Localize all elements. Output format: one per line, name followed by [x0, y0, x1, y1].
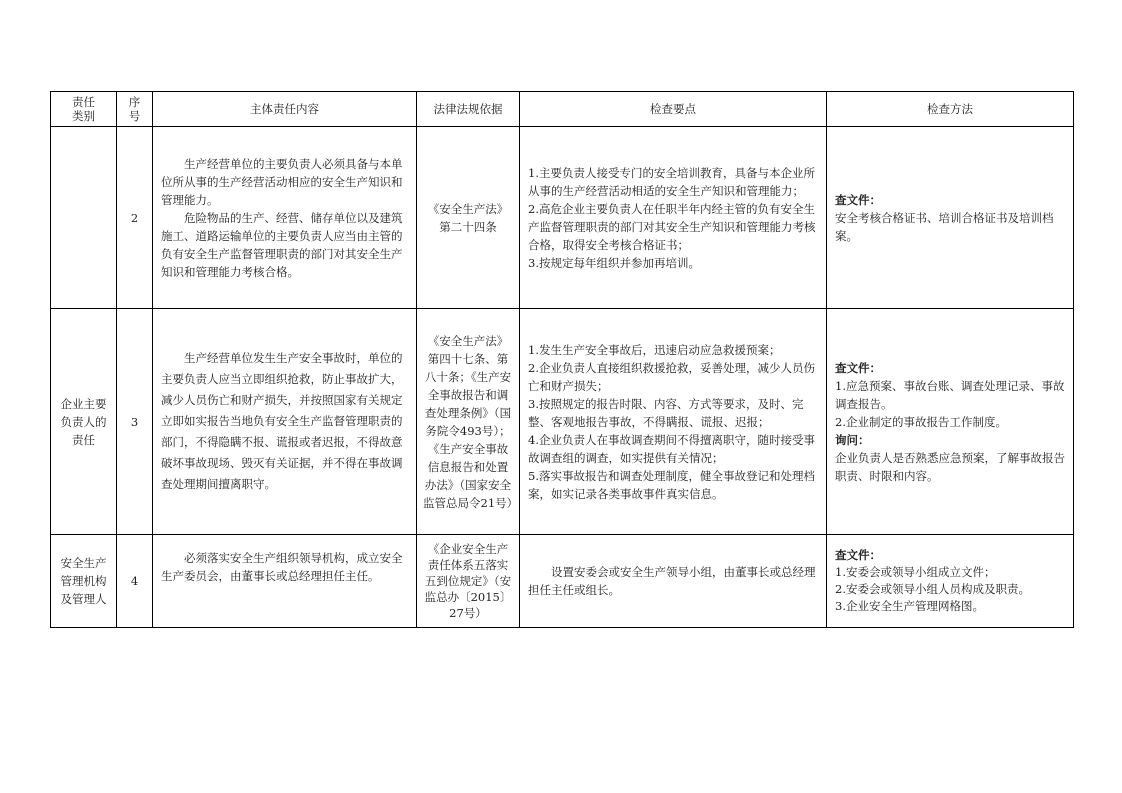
- method-cell: [827, 535, 1074, 628]
- content-paragraph: 生产经营单位发生生产安全事故时，单位的主要负责人应当立即组织抢救，防止事故扩大，减少人员伤亡和财产损失，并按照国家有关规定立即如实报告当地负有安全生产监督管理职责的部门，不得隐瞒不报、谎报或者迟报，不得故意破坏事故现场、毁灭有关证据，并不得在事故调查处理期间擅离职守。: [161, 351, 403, 491]
- number-cell: 2: [117, 127, 153, 309]
- header-content: 主体责任内容: [153, 92, 417, 127]
- header-category: 责任 类别: [51, 92, 117, 127]
- point-item: 2.企业负责人直接组织救援抢救，妥善处理，减少人员伤亡和财产损失；: [528, 360, 815, 393]
- header-points: 检查要点: [520, 92, 827, 127]
- content-paragraph: 必须落实安全生产组织领导机构，成立安全生产委员会，由董事长或总经理担任主任。: [161, 551, 403, 583]
- method-text: 2.安委会或领导小组人员构成及职责。: [835, 582, 1030, 596]
- method-label: 查文件：: [835, 360, 881, 375]
- number-cell: 3: [117, 309, 153, 535]
- content-cell: [153, 127, 417, 309]
- category-cell: [51, 127, 117, 309]
- table-row: [51, 535, 1074, 628]
- method-text: 1.安委会或领导小组成立文件；: [835, 565, 996, 579]
- point-item: 1.主要负责人接受专门的安全培训教育，具备与本企业所从事的生产经营活动相适的安全生产知识和管理能力；: [528, 165, 815, 198]
- header-row: [51, 92, 1074, 127]
- point-item: 1.发生生产安全事故后，迅速启动应急救援预案；: [528, 342, 781, 357]
- content-paragraph: 生产经营单位的主要负责人必须具备与本单位所从事的生产经营活动相应的安全生产知识和管理能力。: [161, 156, 403, 207]
- point-item: 设置安委会或安全生产领导小组，由董事长或总经理担任主任或组长。: [528, 565, 816, 597]
- table-row: [51, 309, 1074, 535]
- point-item: 2.高危企业主要负责人在任职半年内经主管的负有安全生产监督管理职责的部门对其安全生产知识和管理能力考核合格，取得安全考核合格证书；: [528, 201, 816, 252]
- method-text: 2.企业制定的事故报告工作制度。: [835, 414, 1007, 429]
- header-law: 法律法规依据: [417, 92, 520, 127]
- law-cell: 《安全生产法》第二十四条: [417, 127, 520, 309]
- number-cell: 4: [117, 535, 153, 628]
- content-cell: [153, 309, 417, 535]
- category-cell: 企业主要负责人的责任: [51, 309, 117, 535]
- points-cell: [520, 535, 827, 628]
- content-cell: [153, 535, 417, 628]
- method-text: 1.应急预案、事故台账、调查处理记录、事故调查报告。: [835, 378, 1065, 411]
- point-item: 4.企业负责人在事故调查期间不得擅离职守，随时接受事故调查组的调查，如实提供有关情况；: [528, 432, 815, 465]
- category-cell: 安全生产管理机构及管理人: [51, 535, 117, 628]
- content-paragraph: 危险物品的生产、经营、储存单位以及建筑施工、道路运输单位的主要负责人应当由主管的负有安全生产监督管理职责的部门对其安全生产知识和管理能力考核合格。: [161, 210, 403, 279]
- law-cell: 《企业安全生产责任体系五落实五到位规定》（安监总办〔2015〕27号）: [417, 535, 520, 628]
- points-cell: [520, 127, 827, 309]
- law-cell: 《安全生产法》第四十七条、第八十条；《生产安全事故报告和调查处理条例》（国务院令493号）；《生产安全事故信息报告和处置办法》（国家安全监管总局令21号）: [417, 309, 520, 535]
- method-label: 查文件：: [835, 192, 881, 207]
- method-text: 安全考核合格证书、培训合格证书及培训档案。: [835, 210, 1054, 243]
- point-item: 5.落实事故报告和调查处理制度，健全事故登记和处理档案，如实记录各类事故事件真实信息。: [528, 468, 815, 501]
- point-item: 3.按规定每年组织并参加再培训。: [528, 255, 700, 270]
- responsibility-table: [50, 91, 1074, 628]
- method-label: 询问：: [835, 432, 870, 447]
- table-row: [51, 127, 1074, 309]
- method-cell: [827, 127, 1074, 309]
- method-cell: [827, 309, 1074, 535]
- method-text: 3.企业安全生产管理网格图。: [835, 599, 984, 613]
- header-number: 序 号: [117, 92, 153, 127]
- header-method: 检查方法: [827, 92, 1074, 127]
- points-cell: [520, 309, 827, 535]
- method-label: 查文件：: [835, 548, 881, 562]
- point-item: 3.按照规定的报告时限、内容、方式等要求，及时、完整、客观地报告事故，不得瞒报、谎报、迟报；: [528, 396, 804, 429]
- method-text: 企业负责人是否熟悉应急预案，了解事故报告职责、时限和内容。: [835, 450, 1065, 483]
